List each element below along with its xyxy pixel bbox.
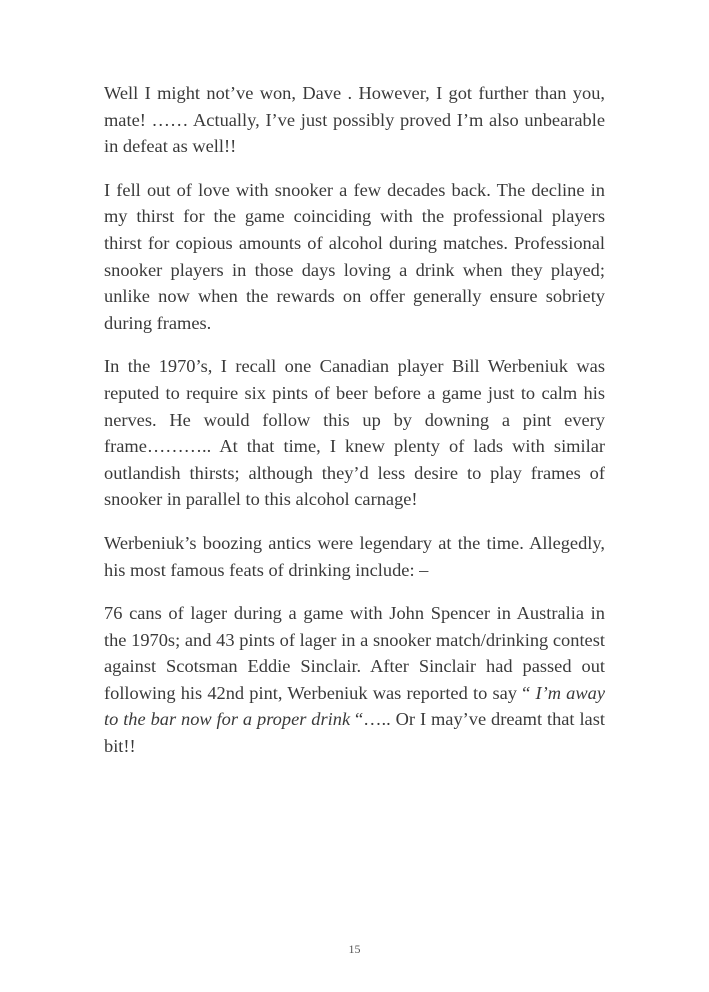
quoted-speech: I’m away to the bar now for a proper drink (104, 682, 605, 730)
paragraph-3: In the 1970’s, I recall one Canadian player Bill Werbeniuk was reputed to require six pints of beer before a game just to calm his nerves. He would follow this up by downing a pint every frame……….. At that time, I knew plenty of lads with similar outlandish thirsts; although they’d less desire to play frames of snooker in parallel to this alcohol carnage! (104, 356, 605, 510)
paragraph-1: Well I might not’ve won, Dave . However, I got further than you, mate! …… Actually, I’ve just possibly proved I’m also unbearable in defeat as well!! (104, 83, 605, 157)
document-body (104, 80, 605, 777)
paragraph-5 (104, 600, 605, 760)
paragraph-5-text-before-quote: 76 cans of lager during a game with John Spencer in Australia in the 1970s; and 43 pints of lager in a snooker match/drinking contest against Scotsman Eddie Sinclair. After Sinclair had passed out following his 42nd pint, Werbeniuk was reported to say “ (104, 603, 605, 703)
page-number: 15 (348, 942, 361, 956)
paragraph-4: Werbeniuk’s boozing antics were legendary at the time. Allegedly, his most famous feats of drinking include: – (104, 532, 605, 580)
paragraph-2: I fell out of love with snooker a few decades back. The decline in my thirst for the game coinciding with the professional players thirst for copious amounts of alcohol during matches. Professional snooker players in those days loving a drink when they played; unlike now when the rewards on offer generally ensure sobriety during frames. (104, 179, 605, 333)
paragraph-5-text-after-quote: “….. Or I may’ve dreamt that last bit!! (104, 709, 605, 757)
